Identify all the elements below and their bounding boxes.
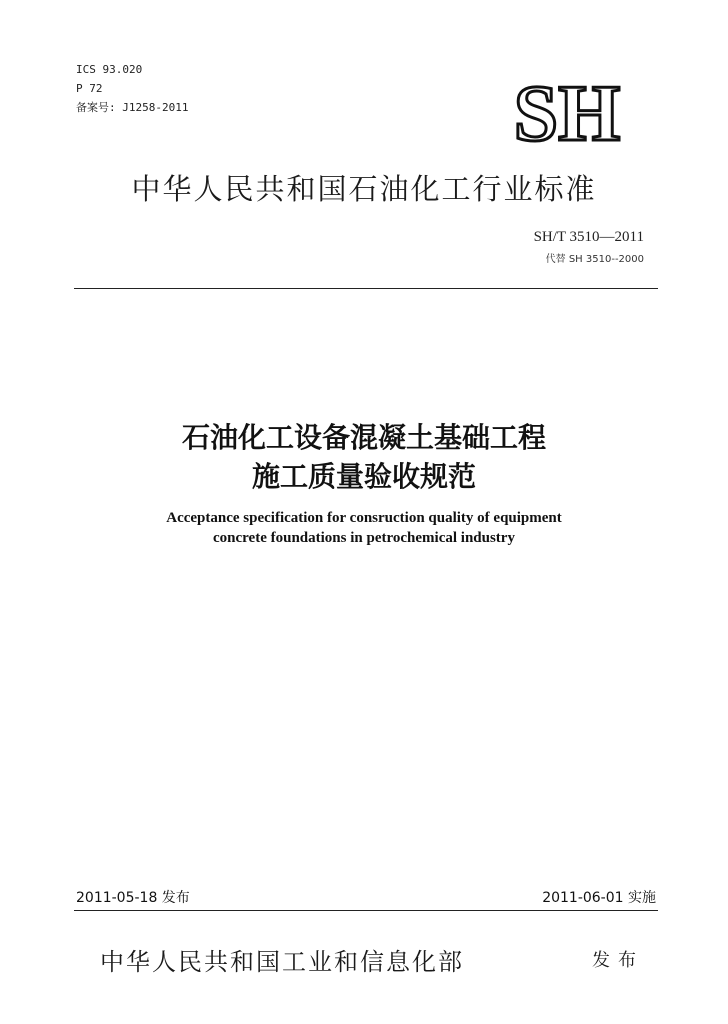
implementation-date: 2011-06-01 实施 — [542, 890, 656, 906]
industry-standard-header: 中华人民共和国石油化工行业标准 — [131, 172, 597, 206]
ics-code: ICS 93.020 — [76, 63, 143, 76]
sh-logo-text: SH — [513, 78, 621, 148]
record-number: 备案号: J1258-2011 — [76, 101, 189, 114]
document-title-cn-line2: 施工质量验收规范 — [251, 460, 476, 493]
bottom-divider — [74, 910, 658, 911]
classification-code: P 72 — [76, 82, 103, 95]
document-title-en-line1: Acceptance specification for consruction quality of equipment — [166, 510, 562, 526]
replaces-standard: 代替 SH 3510--2000 — [545, 254, 644, 265]
document-title-en-line2: concrete foundations in petrochemical industry — [213, 530, 515, 546]
issue-date: 2011-05-18 发布 — [76, 890, 190, 906]
issuing-label: 发布 — [592, 950, 644, 971]
issuing-authority: 中华人民共和国工业和信息化部 — [100, 948, 464, 976]
sh-logo — [494, 78, 640, 148]
document-title-cn-line1: 石油化工设备混凝土基础工程 — [181, 421, 546, 454]
top-divider — [74, 288, 658, 289]
standard-number: SH/T 3510—2011 — [533, 229, 644, 245]
